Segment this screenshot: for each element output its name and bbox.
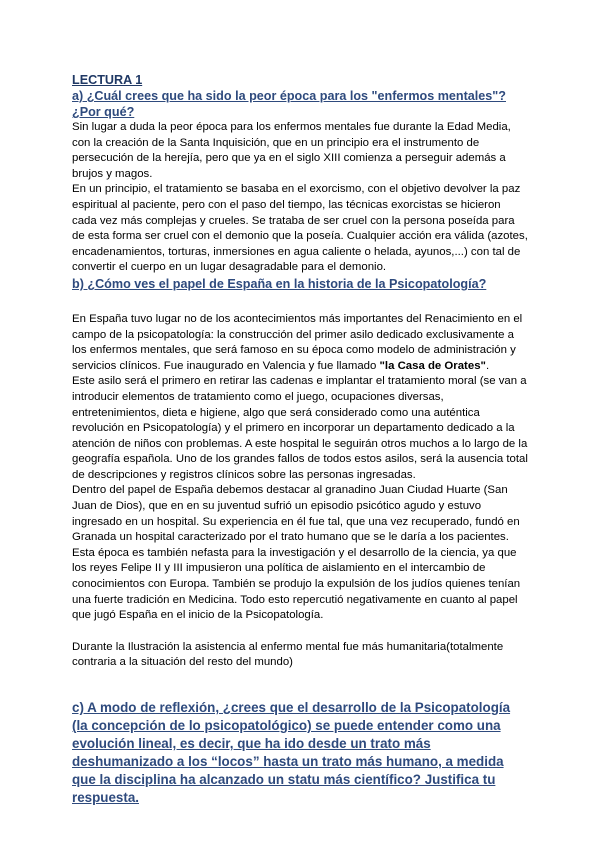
spacer bbox=[72, 671, 528, 699]
answer-b-paragraph-5: Durante la Ilustración la asistencia al enfermo mental fue más humanitaria(totalmente contraria a la situación del resto del mundo) bbox=[72, 640, 504, 669]
answer-b-paragraph-1-end: . bbox=[485, 359, 490, 372]
casa-de-orates-bold: "la Casa de Orates" bbox=[379, 359, 486, 372]
answer-a-paragraph-2: En un principio, el tratamiento se basaba en el exorcismo, con el objetivo devolver la paz espiritual al paciente, pero con el paso del tiempo, las técnicas exorcistas se hicieron cada vez más complejas y crueles. Se trataba de ser cruel con la persona poseída para de esta forma ser cruel con el demonio que la poseía. Cualquier acción era válida (azotes, encadenamientos, torturas, inmersiones en agua caliente o helada, ayunos,...) con tal de convertir el cuerpo en un lugar desagradable para el demonio. bbox=[72, 183, 528, 274]
answer-b-paragraph-2: Este asilo será el primero en retirar las cadenas e implantar el tratamiento moral (se van a introducir elementos de tratamiento como el juego, ocupaciones diversas, entretenimientos, dieta e higiene, algo que será considerado como una auténtica revolución en Psicopatología) y el primero en incorporar un departamento dedicado a la atención de niños con problemas. A este hospital le seguirán otros muchos a lo largo de la geografía española. Uno de los grandes fallos de todos estos asilos, será la ausencia total de descripciones y registros clínicos sobre las personas ingresadas. bbox=[72, 375, 528, 481]
answer-b-paragraph-1-text: En España tuvo lugar no de los acontecimientos más importantes del Renacimiento en el campo de la psicopatología: la construcción del primer asilo dedicado exclusivamente a los enfermos mentales, que será famoso en su época como modelo de administración y servicios clínicos. Fue inaugurado en Valencia y fue llamado bbox=[72, 312, 523, 372]
question-c: c) A modo de reflexión, ¿crees que el desarrollo de la Psicopatología (la concepción de lo psicopatológico) se puede entender como una evolución lineal, es decir, que ha ido desde un trato más deshumanizado a los “locos” hasta un trato más humano, a medida que la disciplina ha alcanzado un statu más científico? Justifica tu respuesta. bbox=[72, 700, 511, 805]
answer-b-paragraph-1 bbox=[72, 312, 528, 374]
answer-b-paragraph-4: Esta época es también nefasta para la investigación y el desarrollo de la ciencia, ya que los reyes Felipe II y III impusieron una política de aislamiento en el intercambio de conocimientos con Europa. También se produjo la expulsión de los judíos quienes tenían una fuerte tradición en Medicina. Todo esto repercutió negativamente en cuanto al papel que jugó España en el inicio de la Psicopatología. bbox=[72, 546, 521, 622]
question-b: b) ¿Cómo ves el papel de España en la historia de la Psicopatología? bbox=[72, 276, 487, 291]
answer-b-paragraph-3: Dentro del papel de España debemos destacar al granadino Juan Ciudad Huarte (San Juan de Dios), que en en su juventud sufrió un episodio psicótico agudo y estuvo ingresado en un hospital. Su experiencia en él fue tal, que una vez recuperado, fundó en Granada un hospital caracterizado por el trato humano que se le daría a los pacientes. bbox=[72, 484, 520, 544]
question-a: a) ¿Cuál crees que ha sido la peor época para los "enfermos mentales"? ¿Por qué? bbox=[72, 89, 506, 119]
spacer bbox=[72, 624, 528, 640]
spacer bbox=[72, 292, 528, 312]
document-page bbox=[72, 72, 528, 807]
answer-a-paragraph-1: Sin lugar a duda la peor época para los enfermos mentales fue durante la Edad Media, con la creación de la Santa Inquisición, que en un principio era el instrumento de persecución de la herejía, pero que ya en el siglo XIII comienza a perseguir además a brujos y magos. bbox=[72, 121, 511, 180]
document-heading: LECTURA 1 bbox=[72, 73, 143, 87]
